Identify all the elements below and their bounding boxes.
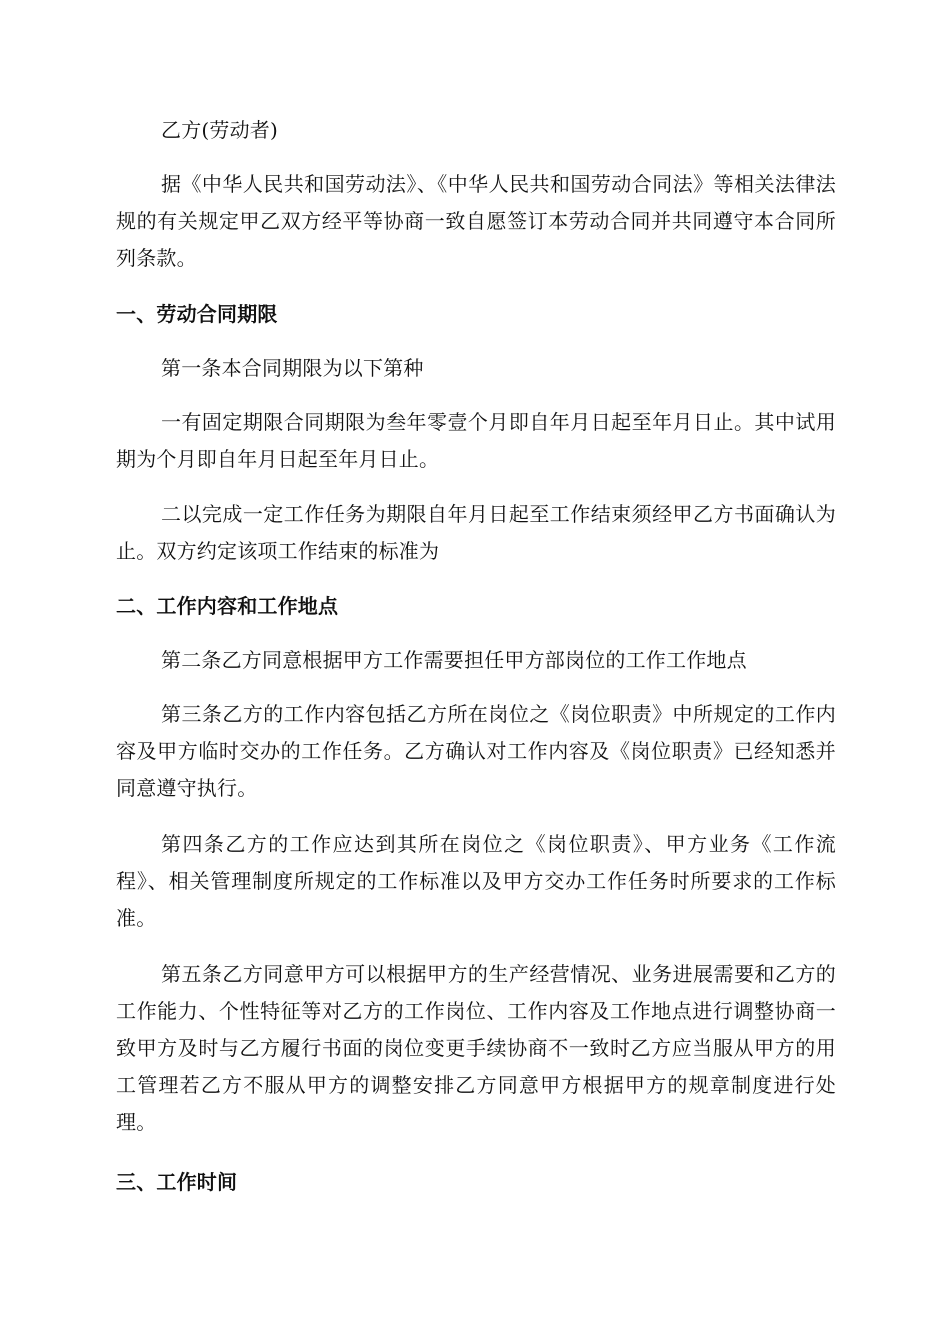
section-1-heading: 一、劳动合同期限: [116, 302, 278, 326]
task-term-paragraph: 二以完成一定工作任务为期限自年月日起至工作结束须经甲乙方书面确认为止。双方约定该项工作结束的标准为: [116, 502, 836, 563]
article-5-paragraph: 第五条乙方同意甲方可以根据甲方的生产经营情况、业务进展需要和乙方的工作能力、个性特征等对乙方的工作岗位、工作内容及工作地点进行调整协商一致甲方及时与乙方履行书面的岗位变更手续协商不一致时乙方应当服从甲方的用工管理若乙方不服从甲方的调整安排乙方同意甲方根据甲方的规章制度进行处理。: [116, 962, 836, 1134]
article-3-paragraph: 第三条乙方的工作内容包括乙方所在岗位之《岗位职责》中所规定的工作内容及甲方临时交办的工作任务。乙方确认对工作内容及《岗位职责》已经知悉并同意遵守执行。: [116, 702, 836, 800]
intro-paragraph: 据《中华人民共和国劳动法》、《中华人民共和国劳动合同法》等相关法律法规的有关规定甲乙双方经平等协商一致自愿签订本劳动合同并共同遵守本合同所列条款。: [116, 172, 836, 270]
article-1-paragraph: 第一条本合同期限为以下第种: [161, 356, 424, 380]
article-4-paragraph: 第四条乙方的工作应达到其所在岗位之《岗位职责》、甲方业务《工作流程》、相关管理制度所规定的工作标准以及甲方交办工作任务时所要求的工作标准。: [116, 832, 836, 930]
fixed-term-paragraph: 一有固定期限合同期限为叁年零壹个月即自年月日起至年月日止。其中试用期为个月即自年月日起至年月日止。: [116, 410, 836, 471]
section-2-heading: 二、工作内容和工作地点: [116, 594, 339, 618]
section-3-heading: 三、工作时间: [116, 1170, 238, 1194]
party-b-label: 乙方(劳动者): [161, 118, 279, 142]
article-2-paragraph: 第二条乙方同意根据甲方工作需要担任甲方部岗位的工作工作地点: [161, 648, 747, 672]
